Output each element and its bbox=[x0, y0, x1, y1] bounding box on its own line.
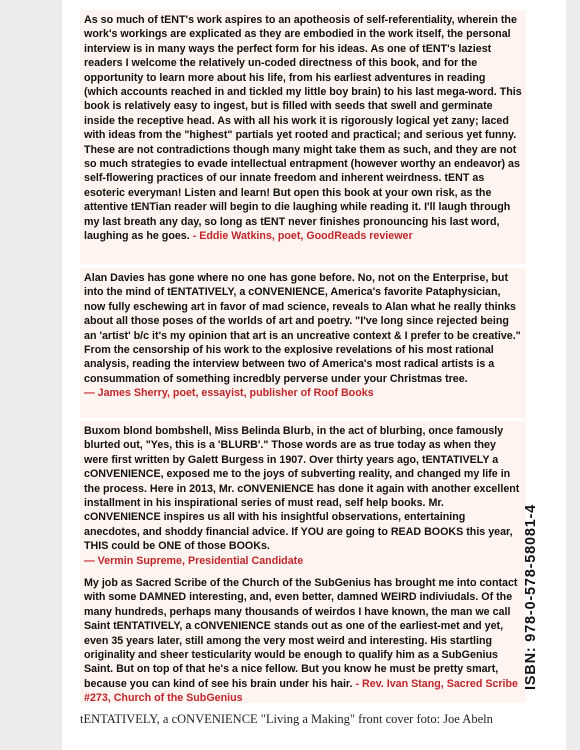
blurb-ivan-stang bbox=[80, 573, 526, 703]
blurb-text: My job as Sacred Scribe of the Church of the SubGenius has brought me into contact with some DAMNED interesting, and, even better, damned WEIRD indiviudals. Of the many hundreds, perhaps many thousands of weirdos I have known, the man we call Saint tENTATIVELY, a cONVENIENCE stands out as one of the earliest-met and yet, even 35 years later, still among the very most weird and interesting. His startling originality and sheer testicularity would be enough to qualify him as a SubGenius Saint. But on top of that he's a nice fellow. But you know he must be pretty smart, because you can kind of see his brain under his hair. bbox=[84, 577, 518, 690]
left-margin-strip bbox=[0, 0, 62, 750]
blurb-vermin-supreme bbox=[80, 421, 526, 573]
blurb-attribution: - Rev. Ivan Stang, Sacred Scribe #273, Church of the SubGenius bbox=[84, 677, 519, 705]
blurb-text: Alan Davies has gone where no one has gone before. No, not on the Enterprise, but into the mind of tENTATIVELY, a cONVENIENCE, America's favorite Pataphysician, now fully eschewing art in favor of mad science, reveals to Alan what he really thinks about all those poses of the worlds of art and poetry. "I've long since rejected being an 'artist' b/c it's my opinion that art is an uncreative context & I prefer to be creative." From the censorship of his work to the explosive revelations of his most rational analysis, reading the interview between two of America's most radical artists is a consummation of something incredbly perverse under your Christmas tree. bbox=[84, 272, 521, 385]
blurb-text: Buxom blond bombshell, Miss Belinda Blurb, in the act of blurbing, once famously blurted out, "Yes, this is a 'BLURB'." Those words are as true today as when they were first written by Galett Burgess in 1907. Over thirty years ago, tENTATIVELY a cONVENIENCE, exposed me to the joys of subverting reality, and changed my life in the process. Here in 2013, Mr. cONVENIENCE has done it again with another excellent installment in his inspirational series of must read, self help books. Mr. cONVENIENCE inspires us all with his insightful observations, entertaining anecdotes, and shoddy financial advice. If YOU are going to READ BOOKS this year, THIS could be ONE of those BOOKs. bbox=[84, 425, 520, 553]
blurb-attribution: - Eddie Watkins, poet, GoodReads reviewer bbox=[192, 230, 413, 243]
blurb-attribution: — Vermin Supreme, Presidential Candidate bbox=[84, 554, 304, 567]
right-margin-strip bbox=[566, 0, 580, 750]
isbn-number: ISBN: 978-0-578-58081-4 bbox=[523, 503, 539, 690]
blurb-attribution: — James Sherry, poet, essayist, publisher of Roof Books bbox=[84, 387, 374, 400]
blurb-text: As so much of tENT's work aspires to an apotheosis of self-referentiality, wherein the work's workings are explicated as they are embodied in the work itself, the personal interview is in many ways the perfect form for his ideas. As one of tENT's laziest readers I welcome the relatively un-coded directness of this book, and for the opportunity to learn more about his life, from his earliest adventures in reading (which accounts reached in and tickled my little boy brain) to his last mega-word. This book is relatively easy to ingest, but is filled with seeds that swell and germinate inside the receptive head. As with all his work it is rigorously logical yet zany; laced with ideas from the "highest" partials yet rooted and practical; and serious yet funny. These are not contradictions though many might take them as such, and they are not so much strategies to evade intellectual entrapment (however worthy an endeavor) as self-flowering practices of our innate freedom and inherent weirdness. tENT as esoteric everyman! Listen and learn! But open this book at your own risk, as the attentive tENTian reader will begin to die laughing while reading it. I'll laugh through my last breath any day, so long as tENT never finishes pronouncing his last word, laughing as he goes. bbox=[84, 14, 522, 243]
blurb-james-sherry bbox=[80, 268, 526, 418]
blurb-eddie-watkins bbox=[80, 10, 526, 264]
cover-photo-credit: tENTATIVELY, a cONVENIENCE "Living a Making" front cover foto: Joe Abeln bbox=[80, 712, 493, 726]
